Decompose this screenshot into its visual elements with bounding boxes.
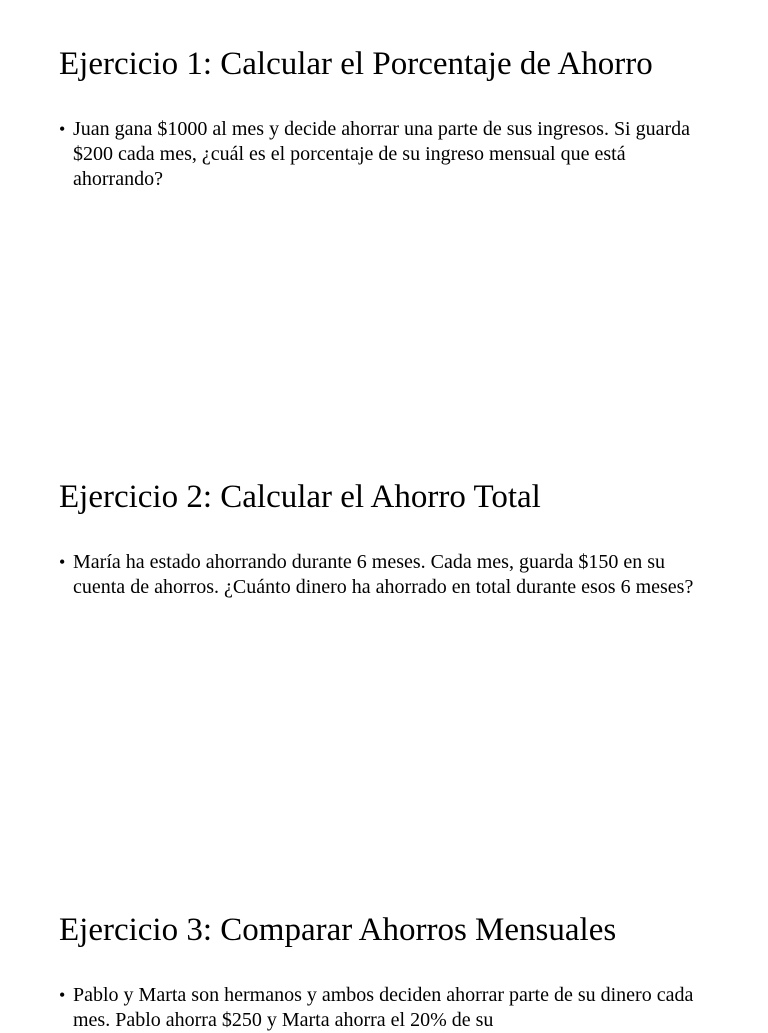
exercise-3-text: • Pablo y Marta son hermanos y ambos deciden ahorrar parte de su dinero cada mes. Pablo ahorra $250 y Marta ahorra el 20% de su (59, 983, 699, 1033)
exercise-1-bullet-list (59, 117, 699, 192)
exercise-2-bullet-list (59, 550, 699, 600)
exercise-2-title: Ejercicio 2: Calcular el Ahorro Total (59, 479, 541, 515)
exercise-2-text: • María ha estado ahorrando durante 6 meses. Cada mes, guarda $150 en su cuenta de ahorros. ¿Cuánto dinero ha ahorrado en total durante esos 6 meses? (59, 550, 699, 600)
exercise-1-title: Ejercicio 1: Calcular el Porcentaje de Ahorro (59, 46, 653, 82)
exercise-3-bullet-list (59, 983, 699, 1033)
exercise-1-text: • Juan gana $1000 al mes y decide ahorrar una parte de sus ingresos. Si guarda $200 cada mes, ¿cuál es el porcentaje de su ingreso mensual que está ahorrando? (59, 117, 699, 192)
exercise-3-title: Ejercicio 3: Comparar Ahorros Mensuales (59, 912, 617, 948)
